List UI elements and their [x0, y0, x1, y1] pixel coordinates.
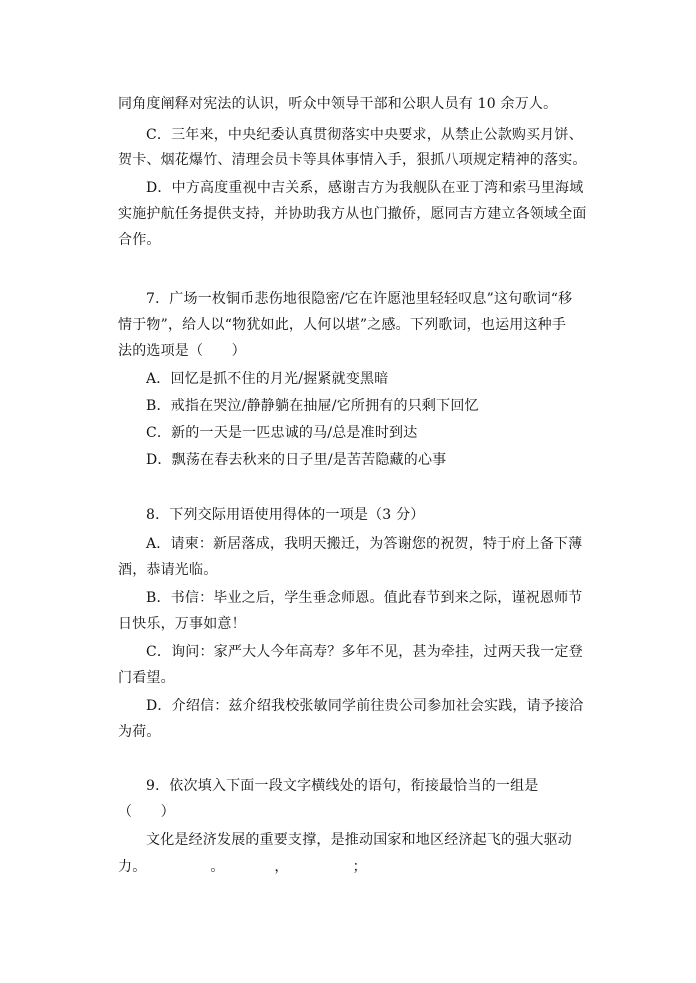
q8-option-d-line2: 为荷。	[118, 724, 161, 740]
q6-option-c-line1: C．三年来，中央纪委认真贯彻落实中央要求，从禁止公款购买月饼、	[146, 127, 583, 143]
q9-passage-line2: 力。 。 ， ；	[118, 859, 367, 875]
q6-option-d-line1: D．中方高度重视中吉关系，感谢吉方为我舰队在亚丁湾和索马里海域	[146, 180, 584, 196]
q9-stem-line1: 9．依次填入下面一段文字横线处的语句，衔接最恰当的一组是	[146, 778, 539, 794]
q8-option-a-line2: 酒，恭请光临。	[118, 562, 218, 578]
q7-option-a: A．回忆是抓不住的月光/握紧就变黑暗	[146, 371, 389, 387]
q7-stem-line1: 7．广场一枚铜币悲伤地很隐密/它在许愿池里轻轻叹息”这句歌词“移	[146, 291, 573, 307]
q7-option-d: D．飘荡在春去秋来的日子里/是苦苦隐藏的心事	[146, 452, 447, 468]
q8-option-c-line2: 门看望。	[118, 670, 175, 686]
q8-option-a-line1: A．请柬：新居落成，我明天搬迁，为答谢您的祝贺，特于府上备下薄	[146, 536, 583, 552]
q6-option-d-line3: 合作。	[118, 232, 161, 248]
q7-stem-line2: 情于物”，给人以“物犹如此，人何以堪”之感。下列歌词，也运用这种手	[118, 317, 567, 333]
q7-stem-line3: 法的选项是（ ）	[118, 343, 246, 359]
q8-option-d-line1: D．介绍信：兹介绍我校张敏同学前往贵公司参加社会实践，请予接洽	[146, 698, 584, 714]
q8-option-b-line2: 日快乐，万事如意！	[118, 616, 246, 632]
q6-option-c-line2: 贺卡、烟花爆竹、清理会员卡等具体事情入手，狠抓八项规定精神的落实。	[118, 152, 587, 168]
q8-option-c-line1: C．询问：家严大人今年高寿？多年不见，甚为牵挂，过两天我一定登	[146, 644, 583, 660]
q8-stem: 8．下列交际用语使用得体的一项是（3 分）	[146, 507, 425, 523]
q6-option-b-tail: 同角度阐释对宪法的认识，听众中领导干部和公职人员有 10 余万人。	[118, 96, 558, 112]
q7-option-c: C．新的一天是一匹忠诚的马/总是准时到达	[146, 425, 418, 441]
q8-option-b-line1: B．书信：毕业之后，学生垂念师恩。值此春节到来之际，谨祝恩师节	[146, 590, 583, 606]
q9-stem-line2: （ ）	[118, 804, 175, 820]
q7-option-b: B．戒指在哭泣/静静躺在抽屉/它所拥有的只剩下回忆	[146, 398, 479, 414]
q6-option-d-line2: 实施护航任务提供支持，并协助我方从也门撤侨，愿同吉方建立各领域全面	[118, 206, 587, 222]
q9-passage-line1: 文化是经济发展的重要支撑，是推动国家和地区经济起飞的强大驱动	[146, 832, 572, 848]
